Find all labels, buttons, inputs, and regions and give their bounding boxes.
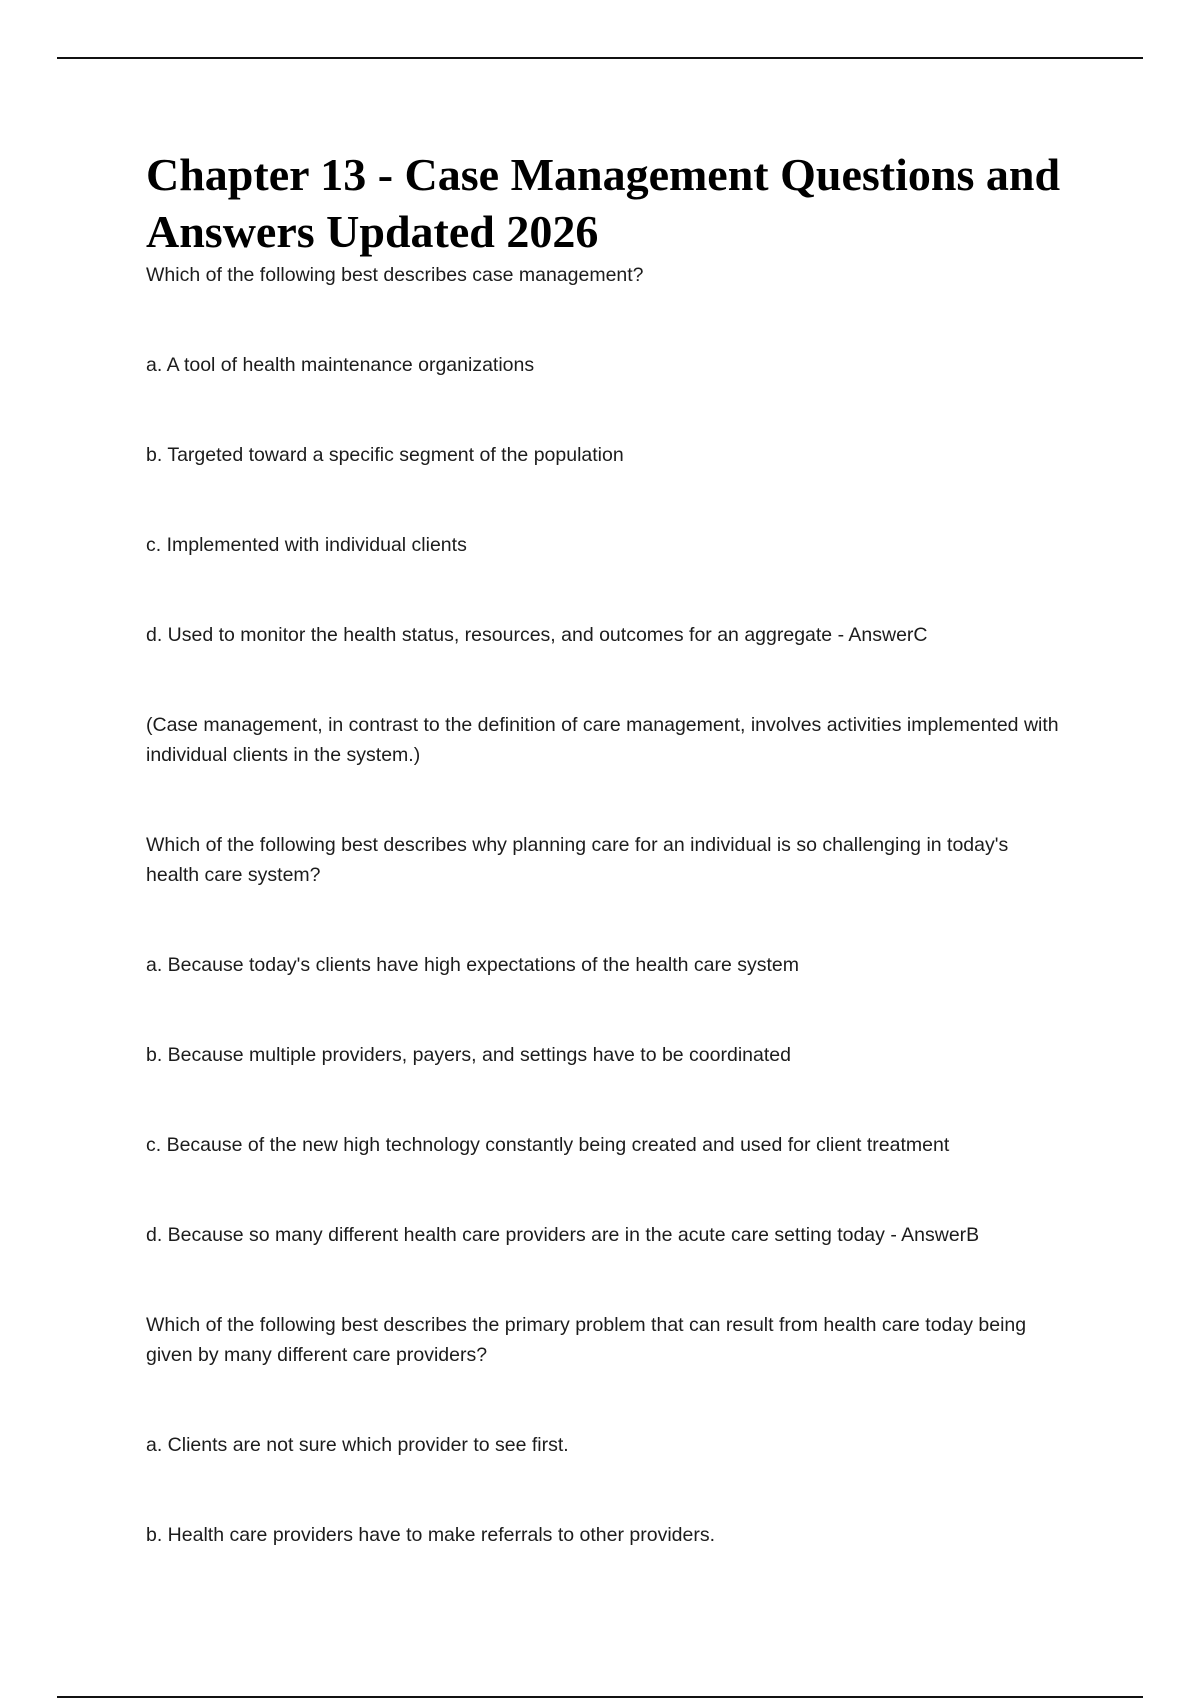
question-1-option-c: c. Implemented with individual clients [146,534,467,556]
question-2-option-d: d. Because so many different health care providers are in the acute care setting today - AnswerB [146,1224,980,1246]
question-1-text: Which of the following best describes case management? [146,264,644,286]
question-3-option-b: b. Health care providers have to make referrals to other providers. [146,1524,716,1546]
question-3-text: Which of the following best describes the primary problem that can result from health care today being given by many different care providers? [146,1314,1027,1366]
document-title: Chapter 13 - Case Management Questions and Answers Updated 2026 [146,149,1061,257]
question-2-option-c: c. Because of the new high technology constantly being created and used for client treatment [146,1134,950,1156]
question-1-option-a: a. A tool of health maintenance organizations [146,354,535,376]
document-body [146,146,1066,1550]
question-2-option-a: a. Because today's clients have high expectations of the health care system [146,954,800,976]
question-1-option-b: b. Targeted toward a specific segment of the population [146,444,624,466]
question-2-option-b: b. Because multiple providers, payers, and settings have to be coordinated [146,1044,791,1066]
question-2-text: Which of the following best describes why planning care for an individual is so challenging in today's health care system? [146,834,1009,886]
top-rule [57,57,1143,59]
question-1-option-d: d. Used to monitor the health status, resources, and outcomes for an aggregate - AnswerC [146,624,928,646]
bottom-rule [57,1696,1143,1698]
question-3-option-a: a. Clients are not sure which provider to see first. [146,1434,569,1456]
question-1-rationale: (Case management, in contrast to the definition of care management, involves activities implemented with individual clients in the system.) [146,714,1059,766]
